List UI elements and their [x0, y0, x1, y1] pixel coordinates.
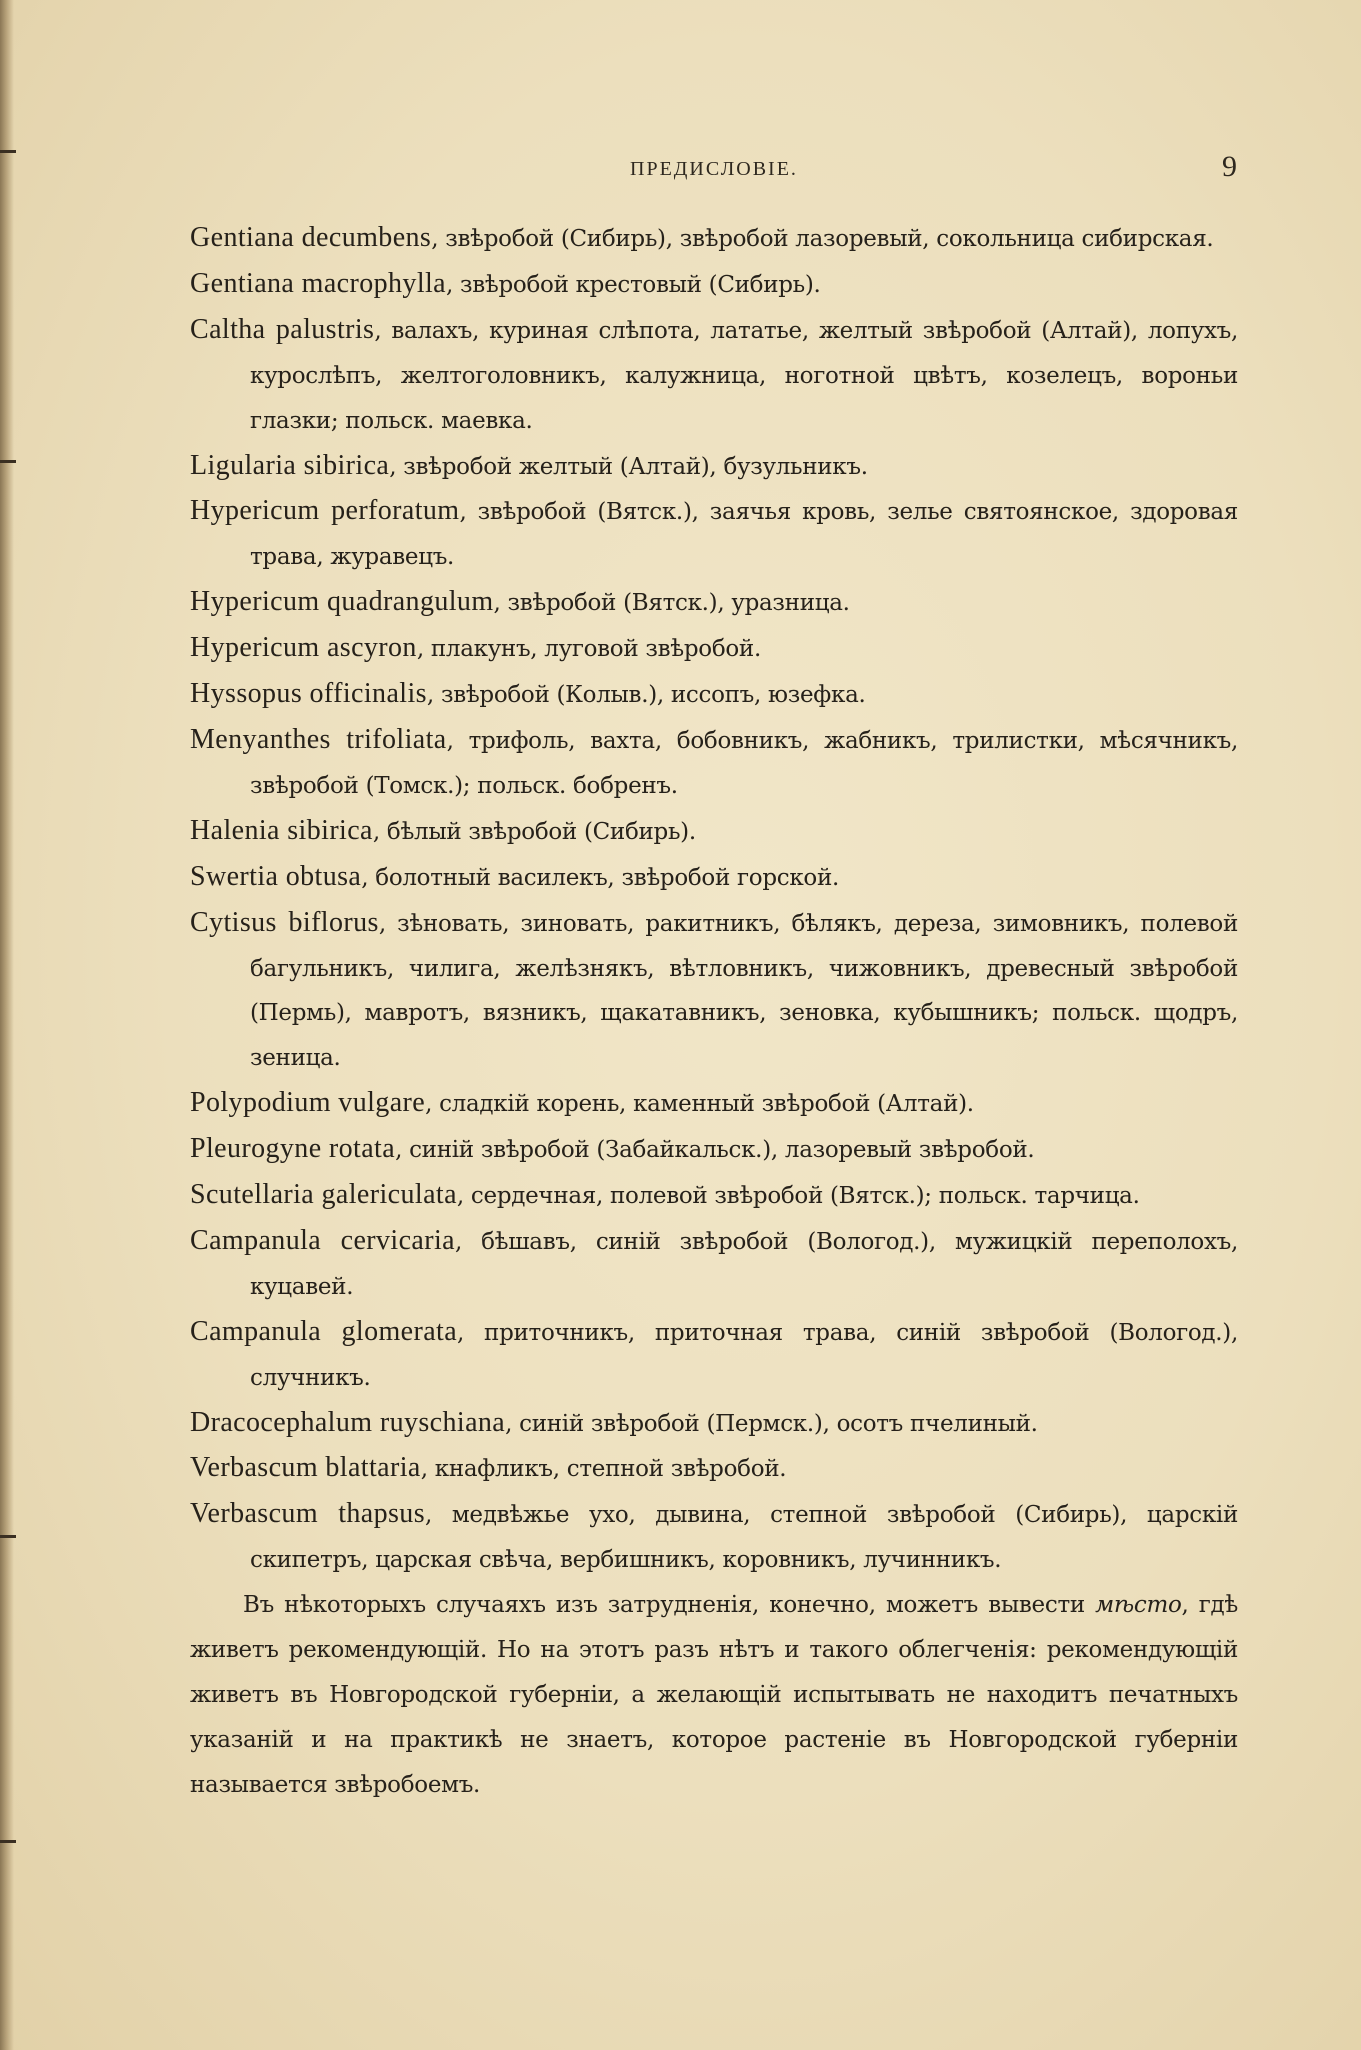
plant-entry	[190, 216, 1238, 262]
plant-entry	[190, 1492, 1238, 1583]
plant-entry	[190, 901, 1238, 1082]
plant-entry	[190, 1127, 1238, 1173]
latin-name: Hypericum perforatum	[190, 495, 460, 527]
plant-entry	[190, 444, 1238, 490]
binding-mark	[0, 1535, 16, 1538]
latin-name: Pleurogyne rotata	[190, 1133, 396, 1165]
vernacular-names: , звѣробой (Вятск.), заячья кровь, зелье святоянское, здоровая трава, журавецъ.	[250, 499, 1238, 571]
plant-entry	[190, 672, 1238, 718]
vernacular-names: , болотный василекъ, звѣробой горской.	[361, 864, 839, 891]
latin-name: Verbascum thapsus	[190, 1498, 425, 1530]
latin-name: Cytisus biflorus	[190, 906, 379, 938]
plant-entry	[190, 1310, 1238, 1401]
vernacular-names: , синій звѣробой (Забайкальск.), лазоревый звѣробой.	[395, 1137, 1035, 1164]
latin-name: Scutellaria galericulata	[190, 1179, 457, 1211]
latin-name: Ligularia sibirica	[190, 449, 390, 481]
closing-paragraph	[190, 1583, 1238, 1808]
binding-mark	[0, 1840, 16, 1843]
plant-entry	[190, 1219, 1238, 1310]
plant-entry	[190, 809, 1238, 855]
latin-name: Gentiana decumbens	[190, 222, 432, 253]
vernacular-names: , звѣробой (Вятск.), уразница.	[493, 590, 850, 617]
page-binding-edge	[0, 0, 14, 2050]
vernacular-names: , звѣробой (Колыв.), иссопъ, юзефка.	[426, 682, 866, 709]
latin-name: Polypodium vulgare	[190, 1087, 426, 1119]
vernacular-names: , синій звѣробой (Пермск.), осотъ пчелиный.	[505, 1410, 1038, 1437]
latin-name: Campanula glomerata	[190, 1315, 458, 1347]
vernacular-names: , приточникъ, приточная трава, синій звѣробой (Вологод.), случникъ.	[250, 1319, 1238, 1391]
paragraph-text-start: Въ нѣкоторыхъ случаяхъ изъ затрудненія, конечно, можетъ вывести	[243, 1592, 1096, 1619]
plant-entry	[190, 1401, 1238, 1447]
paragraph-text-end: , гдѣ живетъ рекомендующій. Но на этотъ разъ нѣтъ и такого облегченія: рекомендующій живетъ въ Новгородской губерніи, а желающій испытывать не находитъ печатныхъ указаній и на практикѣ не знаетъ, которое растеніе въ Новгородской губерніи называется звѣробоемъ.	[190, 1592, 1238, 1798]
latin-name: Hypericum ascyron	[190, 632, 417, 664]
plant-entry-list	[190, 216, 1238, 1583]
plant-entry	[190, 855, 1238, 901]
latin-name: Gentiana macrophylla	[190, 267, 447, 299]
plant-entry	[190, 489, 1238, 580]
latin-name: Campanula cervicaria	[190, 1224, 455, 1256]
plant-entry	[190, 1173, 1238, 1219]
emphasized-word: мѣсто	[1095, 1592, 1182, 1619]
vernacular-names: , зѣновать, зиновать, ракитникъ, бѣлякъ, дереза, зимовникъ, полевой багульникъ, чилига, желѣзнякъ, вѣтловникъ, чижовникъ, древесный звѣробой (Пермь), мавротъ, вязникъ, щакатавникъ, зеновка, кубышникъ; польск. щодръ, зеница.	[250, 910, 1238, 1072]
running-head: ПРЕДИСЛОВІЕ.	[630, 158, 798, 180]
vernacular-names: , валахъ, куриная слѣпота, лататье, желтый звѣробой (Алтай), лопухъ, курослѣпъ, желтоголовникъ, калужница, ноготной цвѣтъ, козелецъ, вороньи глазки; польск. маевка.	[250, 317, 1239, 434]
vernacular-names: , кнафликъ, степной звѣробой.	[420, 1456, 787, 1483]
latin-name: Hypericum quadrangulum	[190, 586, 494, 618]
plant-entry	[190, 308, 1238, 444]
latin-name: Halenia sibirica	[190, 814, 373, 846]
latin-name: Dracocephalum ruyschiana	[190, 1406, 506, 1438]
vernacular-names: , звѣробой желтый (Алтай), бузульникъ.	[389, 453, 868, 480]
latin-name: Verbascum blattaria	[190, 1452, 421, 1484]
vernacular-names: , плакунъ, луговой звѣробой.	[416, 636, 761, 663]
latin-name: Swertia obtusa	[190, 860, 362, 892]
latin-name: Hyssopus officinalis	[190, 678, 427, 710]
vernacular-names: , сладкій корень, каменный звѣробой (Алтай).	[425, 1091, 974, 1118]
vernacular-names: , медвѣжье ухо, дывина, степной звѣробой (Сибирь), царскій скипетръ, царская свѣча, вербишникъ, коровникъ, лучинникъ.	[250, 1502, 1238, 1574]
page-number: 9	[1222, 150, 1237, 183]
body-text	[190, 216, 1238, 1808]
vernacular-names: , бѣшавъ, синій звѣробой (Вологод.), мужицкій переполохъ, куцавей.	[250, 1228, 1238, 1300]
vernacular-names: , трифоль, вахта, бобовникъ, жабникъ, трилистки, мѣсячникъ, звѣробой (Томск.); польск. бобренъ.	[250, 727, 1238, 799]
vernacular-names: , бѣлый звѣробой (Сибирь).	[372, 818, 696, 845]
latin-name: Caltha palustris	[190, 313, 375, 345]
plant-entry	[190, 580, 1238, 626]
page-header	[0, 150, 1361, 190]
plant-entry	[190, 718, 1238, 809]
binding-mark	[0, 460, 16, 463]
vernacular-names: , сердечная, полевой звѣробой (Вятск.); польск. тарчица.	[456, 1183, 1140, 1210]
latin-name: Menyanthes trifoliata	[190, 723, 447, 755]
plant-entry	[190, 1081, 1238, 1127]
plant-entry	[190, 1446, 1238, 1492]
vernacular-names: , звѣробой (Сибирь), звѣробой лазоревый, сокольница сибирская.	[431, 226, 1214, 252]
vernacular-names: , звѣробой крестовый (Сибирь).	[446, 271, 821, 298]
plant-entry	[190, 262, 1238, 308]
plant-entry	[190, 626, 1238, 672]
